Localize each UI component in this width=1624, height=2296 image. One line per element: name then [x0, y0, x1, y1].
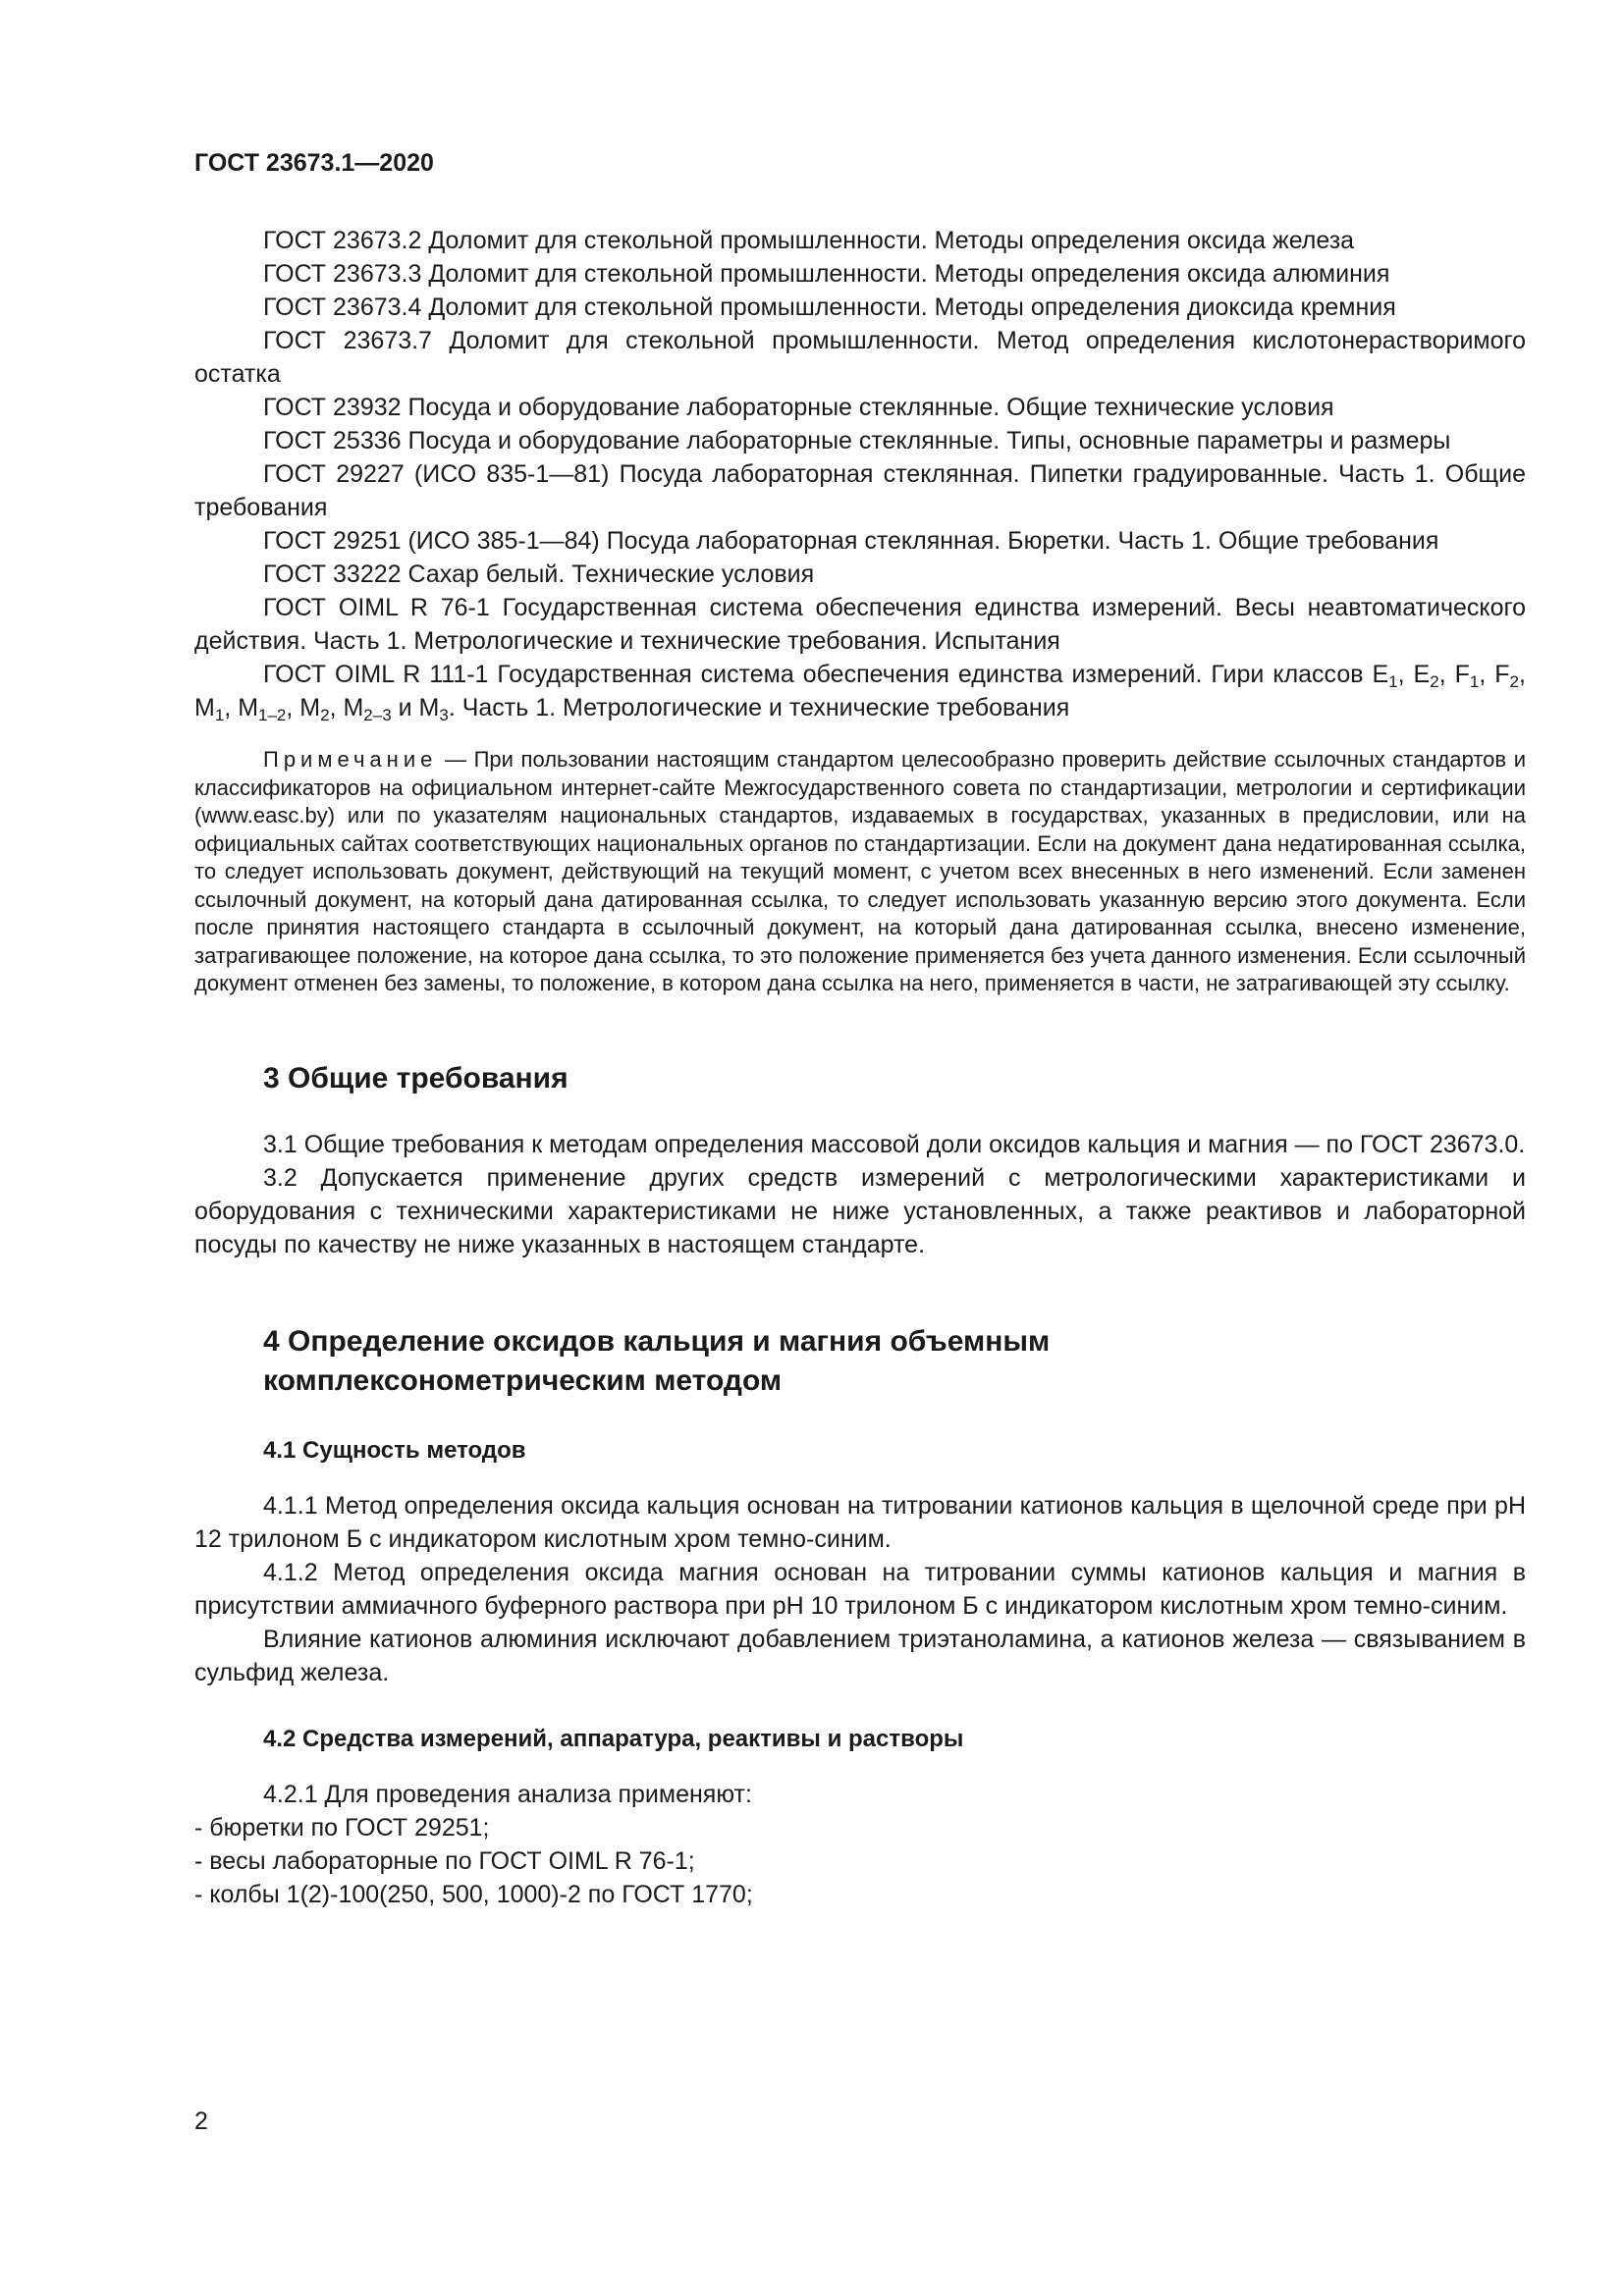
note-label: Примечание — [263, 747, 438, 772]
note-block — [194, 746, 1526, 998]
equipment-list — [194, 1811, 1526, 1911]
note-text: — При пользовании настоящим стандартом целесообразно проверить действие ссылочных стандартов и классификаторов на официальном интернет-сайте Межгосударственного совета по стандартизации, метрологии и сертификации (www.easc.by) или по указателям национальных стандартов, издаваемых в государствах, указанных в предисловии, или на официальных сайтах соответствующих национальных органов по стандартизации. Если на документ дана недатированная ссылка, то следует использовать документ, действующий на текущий момент, с учетом всех внесенных в него изменений. Если заменен ссылочный документ, на который дана датированная ссылка, то следует использовать указанную версию этого документа. Если после принятия настоящего стандарта в ссылочный документ, на который дана датированная ссылка, внесено изменение, затрагивающее положение, на которое дана ссылка, то это положение применяется без учета данного изменения. Если ссылочный документ отменен без замены, то положение, в котором дана ссылка на него, применяется в части, не затрагивающей эту ссылку. — [194, 747, 1526, 995]
paragraph: 4.1.1 Метод определения оксида кальция основан на титровании катионов кальция в щелочной среде при pH 12 трилоном Б с индикатором кислотным хром темно-синим. — [194, 1491, 1526, 1553]
ref-item: ГОСТ 29251 (ИСО 385-1—84) Посуда лабораторная стеклянная. Бюретки. Часть 1. Общие требования — [263, 527, 1439, 555]
ref-item: ГОСТ OIML R 76-1 Государственная система обеспечения единства измерений. Весы неавтоматического действия. Часть 1. Метрологические и технические требования. Испытания — [194, 594, 1526, 655]
section-3-title: 3 Общие требования — [263, 1061, 568, 1095]
list-item: - колбы 1(2)-100(250, 500, 1000)-2 по ГОСТ 1770; — [194, 1880, 753, 1908]
section-4-title: 4 Определение оксидов кальция и магния объемным комплексонометрическим методом — [263, 1324, 1051, 1397]
ref-item: ГОСТ 33222 Сахар белый. Технические условия — [263, 561, 815, 588]
document-header: ГОСТ 23673.1—2020 — [194, 149, 434, 177]
ref-item: ГОСТ 23673.2 Доломит для стекольной промышленности. Методы определения оксида железа — [263, 227, 1355, 254]
page-number: 2 — [194, 2108, 208, 2135]
document-body — [194, 224, 1526, 1911]
paragraph: 3.2 Допускается применение других средств измерений с метрологическими характеристиками и оборудования с техническими характеристиками не ниже установленных, а также реактивов и лабораторной посуды по качеству не ниже указанных в настоящем стандарте. — [194, 1163, 1526, 1258]
ref-item: ГОСТ 29227 (ИСО 835-1—81) Посуда лабораторная стеклянная. Пипетки градуированные. Часть 1. Общие требования — [194, 460, 1526, 521]
paragraph: 4.1.2 Метод определения оксида магния основан на титровании суммы катионов кальция и магния в присутствии аммиачного буферного раствора при pH 10 трилоном Б с индикатором кислотным хром темно-синим. — [194, 1558, 1526, 1620]
list-item: - бюретки по ГОСТ 29251; — [194, 1813, 490, 1842]
paragraph: 3.1 Общие требования к методам определения массовой доли оксидов кальция и магния — по ГОСТ 23673.0. — [263, 1130, 1526, 1158]
paragraph: Влияние катионов алюминия исключают добавлением триэтаноламина, а катионов железа — связыванием в сульфид железа. — [194, 1625, 1526, 1686]
ref-item: ГОСТ 23673.3 Доломит для стекольной промышленности. Методы определения оксида алюминия — [263, 260, 1390, 288]
paragraph: 4.2.1 Для проведения анализа применяют: — [263, 1780, 752, 1808]
ref-item: ГОСТ 23932 Посуда и оборудование лабораторные стеклянные. Общие технические условия — [263, 394, 1334, 421]
ref-item: ГОСТ 23673.4 Доломит для стекольной промышленности. Методы определения диоксида кремния — [263, 294, 1396, 321]
list-item: - весы лабораторные по ГОСТ OIML R 76-1; — [194, 1846, 695, 1875]
subsection-4-1-title: 4.1 Сущность методов — [263, 1436, 526, 1464]
ref-item-oiml-111: ГОСТ OIML R 111-1 Государственная система обеспечения единства измерений. Гири классов $E_1$, $E_2$, $F_1$, $F_2$, $M_1$, $M_{1-2}$, $M_2$, $M_{2-3}$ и $M_3$. Часть 1. Метрологические и технические требования — [194, 661, 1526, 724]
subsection-4-2-title: 4.2 Средства измерений, аппаратура, реактивы и растворы — [263, 1725, 964, 1752]
ref-item: ГОСТ 25336 Посуда и оборудование лабораторные стеклянные. Типы, основные параметры и размеры — [263, 427, 1451, 454]
ref-item: ГОСТ 23673.7 Доломит для стекольной промышленности. Метод определения кислотонерастворимого остатка — [194, 327, 1526, 388]
